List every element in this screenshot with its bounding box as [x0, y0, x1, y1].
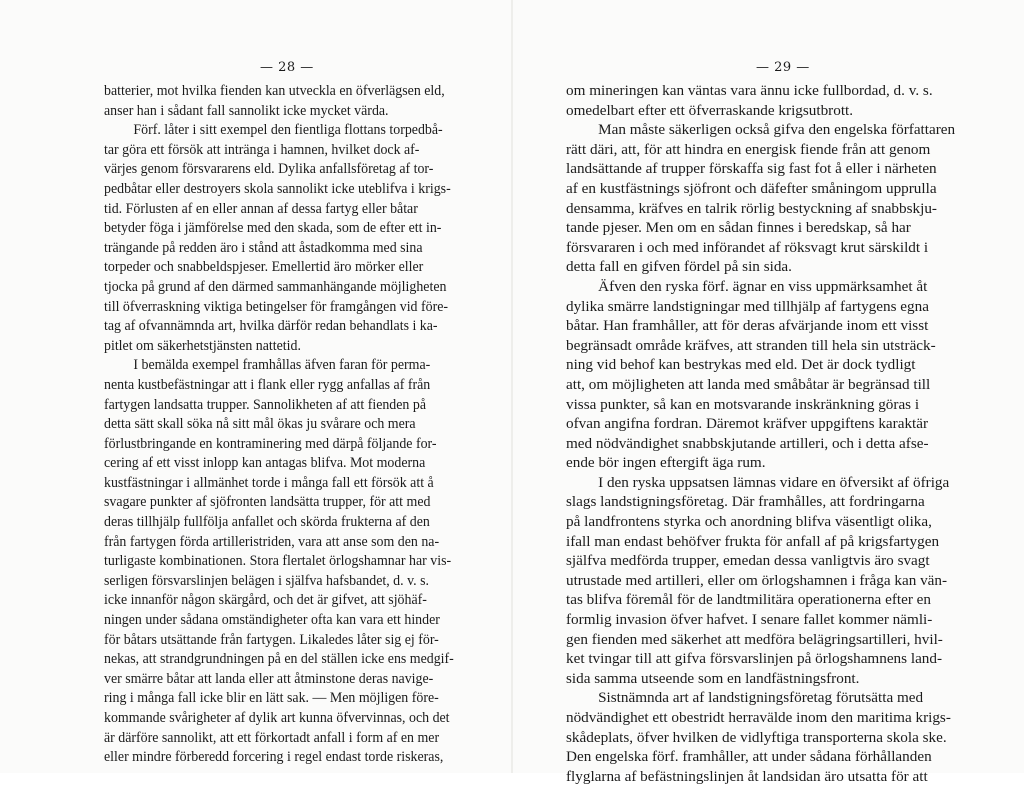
text-line: flyglarna af befästningslinjen åt landsidan äro utsatta för att — [566, 768, 928, 785]
text-line: torpeder och snabbeldspjeser. Emellertid äro mörker eller — [104, 259, 424, 276]
text-line: nenta kustbefästningar att i flank eller rygg anfallas af från — [104, 376, 431, 393]
text-line: landsättande af trupper förskaffa sig fast fot å eller i närheten — [566, 161, 937, 178]
text-line: från fartygen förda artilleristriden, vara att anse som den na- — [104, 533, 440, 550]
text-line: betyder föga i jämförelse med den skada, som de efter ett in- — [104, 220, 442, 237]
text-line: kommande svårigheter af dylik art kunna öfvervinnas, och det — [104, 710, 450, 726]
text-line: omedelbart efter ett öfverraskande krigsutbrott. — [566, 102, 854, 119]
text-line: pedbåtar eller destroyers skola sannolikt icke uteblifva i krigs- — [104, 180, 451, 197]
text-line: utrustade med artilleri, eller om örlogshamnen i fråga kan vän- — [566, 572, 948, 589]
body-text — [566, 82, 956, 787]
text-line: slags landstigningsföretag. Där framhålles, att fordringarna — [566, 494, 925, 511]
text-line: tar göra ett försök att intränga i hamnen, hvilket dock af- — [104, 141, 420, 158]
text-line: tande pjeser. Men om en sådan finnes i beredskap, så har — [566, 220, 911, 237]
paragraph-start-line: Förf. låter i sitt exempel den fientliga flottans torpedbå- — [133, 122, 443, 139]
text-line: cering af ett visst inlopp kan antagas blifva. Mot moderna — [104, 455, 426, 472]
text-line: begränsadt område kräfves, att stranden till hela sin utsträck- — [566, 337, 936, 354]
text-line: pitlet om säkerhetstjänsten nattetid. — [104, 337, 301, 354]
text-line: ningen under sådana omständigheter ofta kan vara ett hinder — [104, 612, 440, 629]
text-line: båtar. Han framhåller, att för deras afvärjande inom ett visst — [566, 318, 929, 335]
text-line: trängande på redden äro i stånd att åstadkomma med sina — [104, 239, 423, 256]
text-line: anser han i sådant fall sannolikt icke mycket värda. — [104, 102, 389, 119]
text-line: skådeplats, öfver hvilken de vidlyftiga transporterna skola ske. — [566, 729, 947, 746]
text-line: försvararen i och med införandet af röksvagt krut särskildt i — [566, 239, 929, 256]
text-line: serligen försvarslinjen belägen i själfva hafsbandet, d. v. s. — [104, 572, 429, 589]
text-line: tas blifva föremål för de landtmilitära operationerna efter en — [566, 592, 932, 609]
text-line: kustfästningar i allmänhet torde i många fall ett försök att å — [104, 474, 434, 491]
text-line: icke innanför någon skärgård, och det är gifvet, att sjöhäf- — [104, 592, 427, 609]
text-line: till öfverraskning viktiga betingelser för framgången vid före- — [104, 298, 449, 315]
paragraph-start-line: I bemälda exempel framhållas äfven faran för perma- — [133, 357, 431, 374]
text-line: densamma, kräfves en talrik rörlig bestyckning af snabbskju- — [566, 200, 937, 217]
text-line: ende bör ingen eftergift äga rum. — [566, 455, 766, 472]
text-line: sida samma utseende som en landfästningsfront. — [566, 670, 860, 687]
text-line: vissa punkter, så kan en motsvarande inskränkning göras i — [566, 396, 920, 413]
text-line: nekas, att strandgrundningen på en del ställen icke ens medgif- — [104, 651, 454, 668]
right-page — [512, 0, 1024, 785]
text-line: nödvändighet ett obestridt herravälde inom den maritima krigs- — [566, 710, 951, 726]
text-line: svagare punkter af sjöfronten landsätta trupper, för att med — [104, 494, 431, 511]
paragraph-start-line: Äfven den ryska förf. ägnar en viss uppmärksamhet åt — [598, 278, 928, 295]
paragraph-start-line: Sistnämnda art af landstigningsföretag förutsätta med — [598, 690, 924, 707]
text-line: ofvan angifna fordran. Däremot kräfver uppgiftens karaktär — [566, 416, 929, 433]
text-line: rätt däri, att, för att hindra en energisk fiende från att genom — [566, 141, 931, 158]
text-line: ning vid behof kan bestrykas med eld. Det är dock tydligt — [566, 357, 916, 374]
paragraph-start-line: Man måste säkerligen också gifva den engelska författaren — [598, 122, 956, 139]
text-line: att, om möjligheten att landa med småbåtar är begränsad till — [566, 376, 931, 393]
text-line: fartygen landsatta trupper. Sannolikheten af att fienden på — [104, 396, 426, 413]
text-line: tid. Förlusten af en eller annan af dessa fartyg eller båtar — [104, 200, 418, 217]
text-line: af en kustfästnings sjöfront och däfefter småningom upprulla — [566, 180, 937, 197]
text-line: ver smärre båtar att landa eller att åtminstone deras navige- — [104, 670, 434, 687]
text-line: ket tvingar till att gifva försvarslinjen på örlogshamnens land- — [566, 651, 943, 668]
text-line: ring i många fall icke blir en lätt sak. — Men möjligen före- — [104, 690, 439, 707]
text-line: tjocka på grund af den därmed sammanhängande möjligheten — [104, 278, 447, 295]
text-line: detta fall en gifven fördel på sin sida. — [566, 259, 792, 276]
text-line: på landfrontens styrka och anordning blifva väsentligt olika, — [566, 514, 932, 531]
page-number: — 28 — — [260, 60, 314, 75]
text-line: själfva medförda trupper, emedan dessa vanligtvis äro svagt — [566, 553, 930, 570]
paragraph-start-line: I den ryska uppsatsen lämnas vidare en öfversikt af öfriga — [598, 474, 950, 491]
text-line: är därföre sannolikt, att ett förkortadt anfall i form af en mer — [104, 729, 440, 746]
text-line: detta sätt skall söka nå sitt mål ökas ju svårare och mera — [104, 416, 416, 433]
left-page — [0, 0, 512, 773]
text-line: formlig invasion öfver hafvet. I senare fallet kommer nämli- — [566, 612, 933, 629]
text-line: med nödvändighet snabbskjutande artilleri, och i detta afse- — [566, 435, 929, 452]
body-text — [104, 82, 461, 768]
text-line: batterier, mot hvilka fienden kan utveckla en öfverlägsen eld, — [104, 83, 445, 99]
text-line: turligaste kombinationen. Stora flertalet örlogshamnar har vis- — [104, 553, 452, 570]
text-line: om mineringen kan väntas vara ännu icke fullbordad, d. v. s. — [566, 83, 933, 99]
text-line: dylika smärre landstigningar med tillhjälp af fartygens egna — [566, 298, 929, 315]
text-line: Den engelska förf. framhåller, att under sådana förhållanden — [566, 749, 932, 766]
page-number: — 29 — — [756, 60, 810, 75]
text-line: tag af ofvannämnda art, hvilka därför redan behandlats i ka- — [104, 318, 438, 335]
text-line: eller mindre förberedd forcering i regel endast torde riskeras, — [104, 749, 444, 766]
text-line: förlustbringande en kontraminering med därpå följande for- — [104, 435, 437, 452]
text-line: deras tillhjälp fullfölja anfallet och skörda frukterna af den — [104, 514, 430, 531]
text-line: för båtars utsättande från fartygen. Likaledes låter sig ej för- — [104, 631, 439, 648]
text-line: värjes genom försvararens eld. Dylika anfallsföretag af tor- — [104, 161, 434, 178]
text-line: gen fienden med säkerhet att medföra belägringsartilleri, hvil- — [566, 631, 943, 648]
text-line: ifall man endast behöfver frukta för anfall af på krigsfartygen — [566, 533, 940, 550]
